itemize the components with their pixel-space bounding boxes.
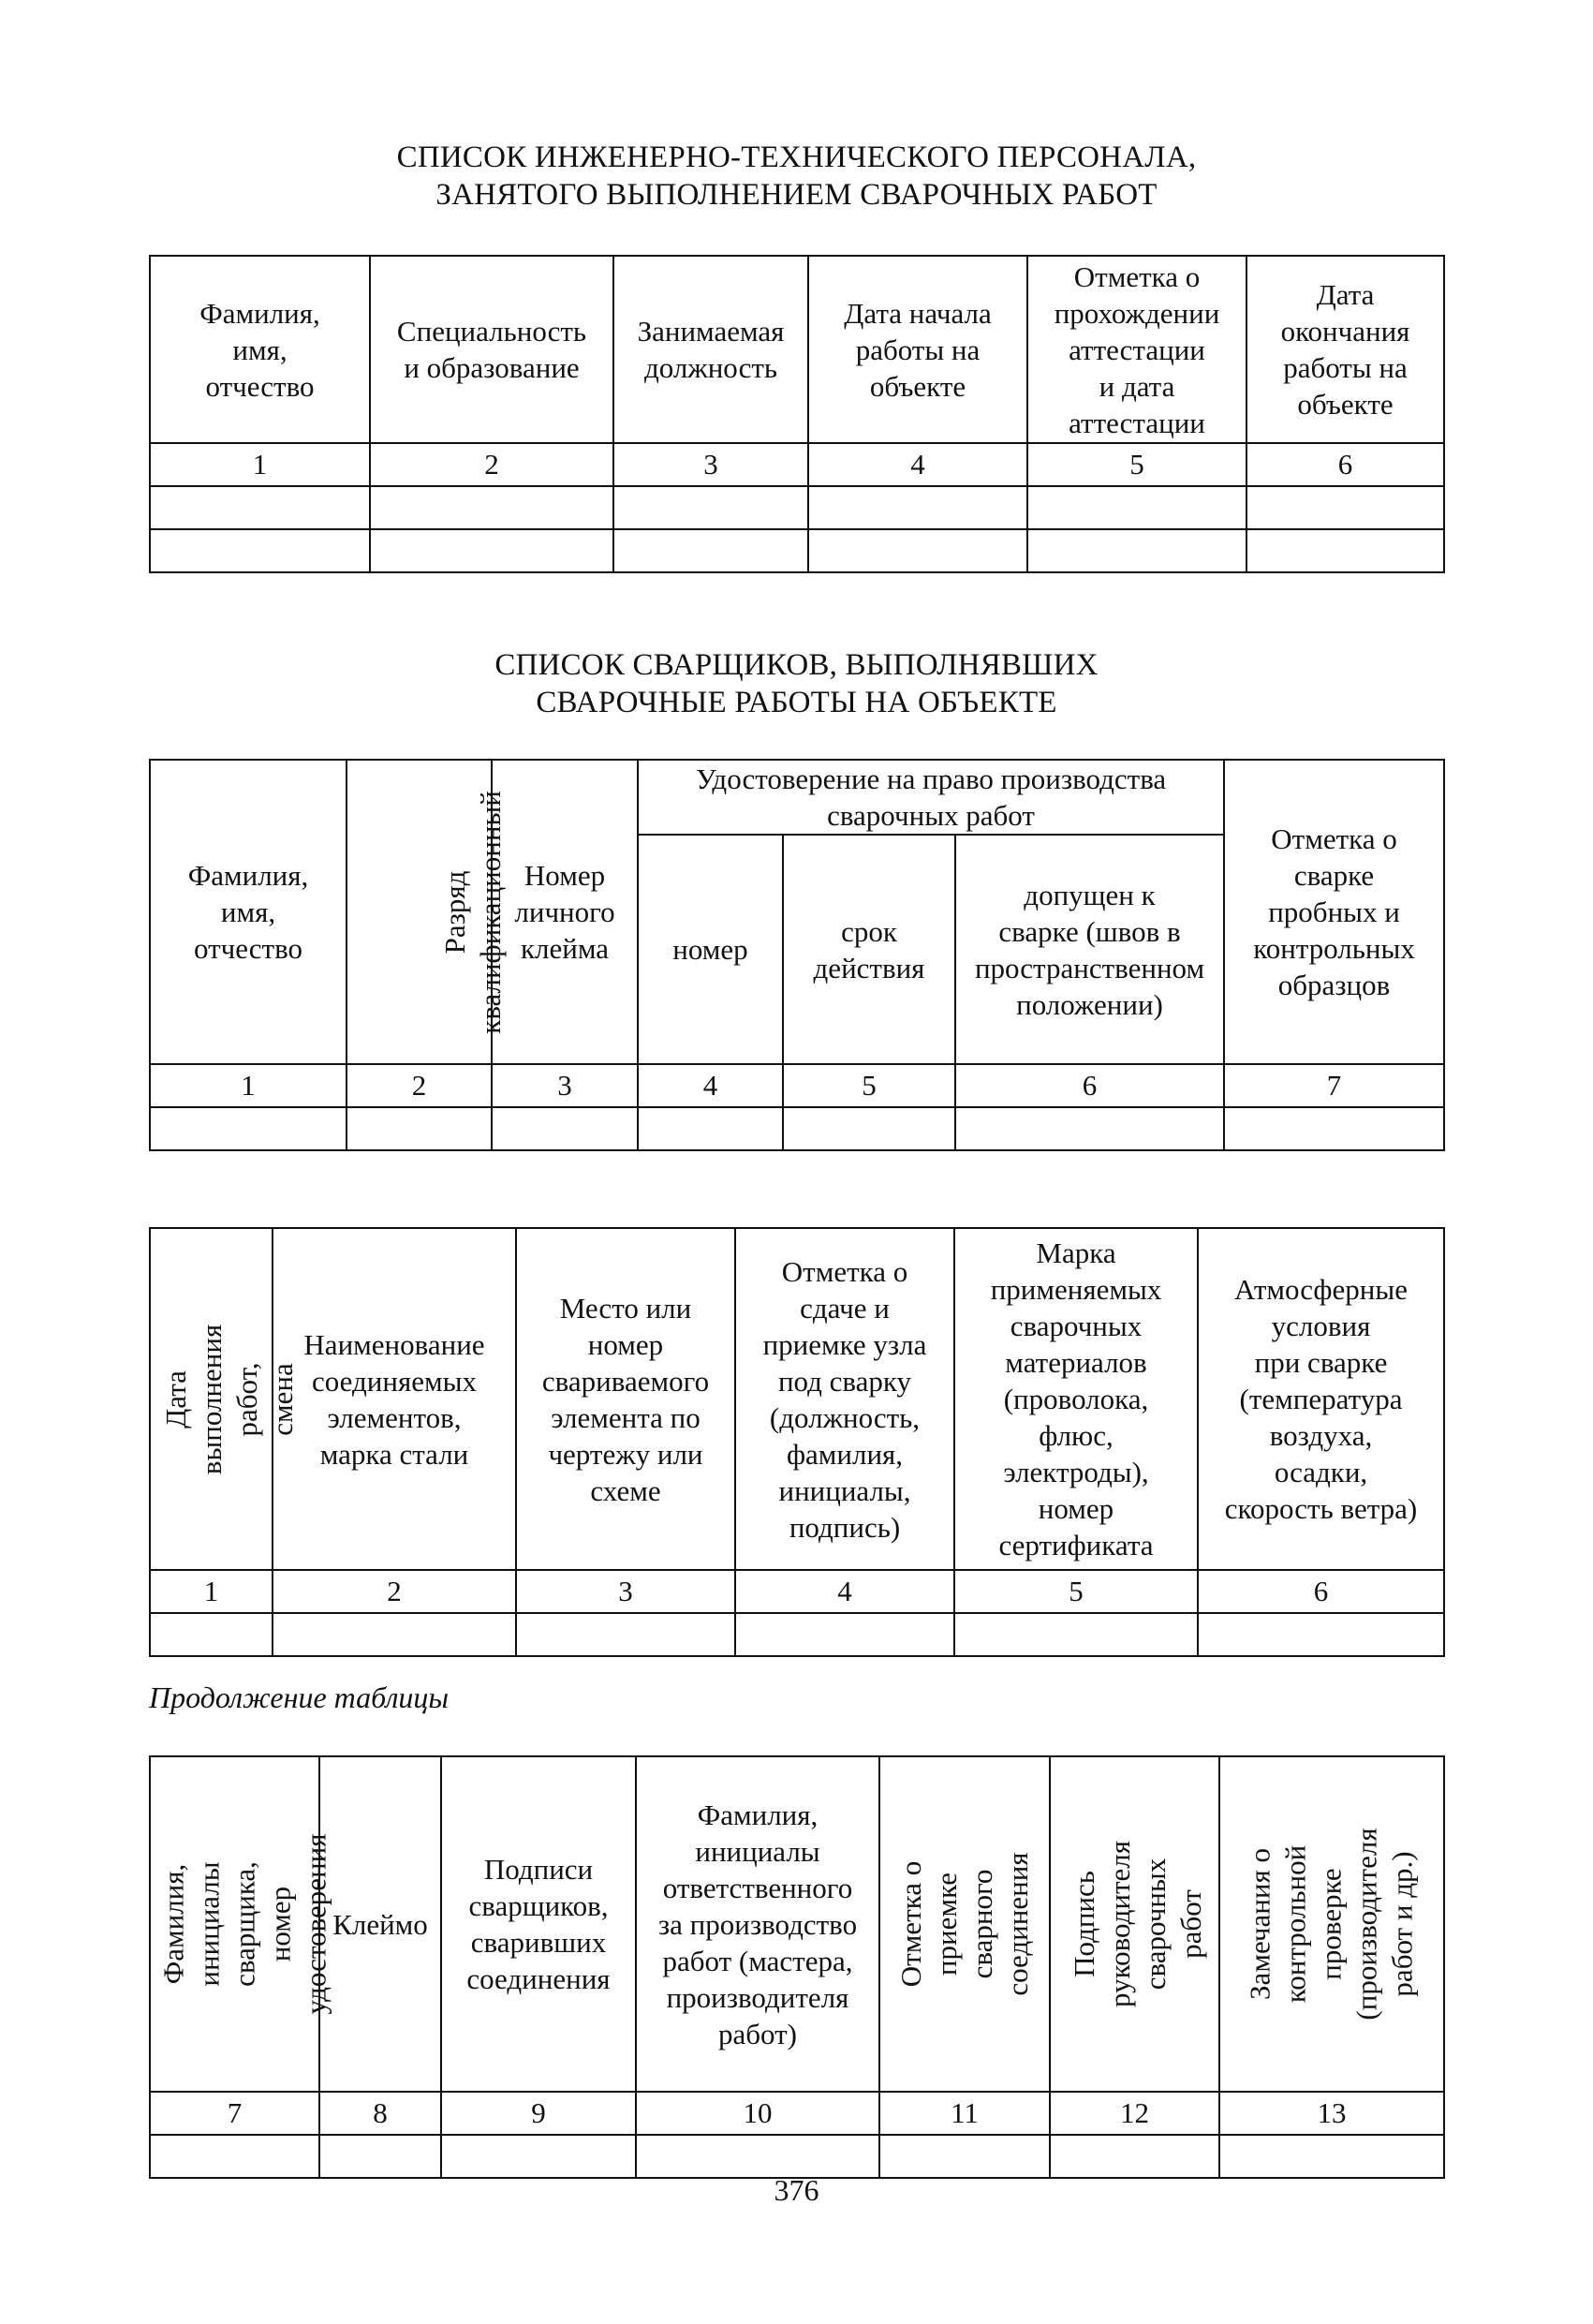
- t2-col-number: 1: [150, 1064, 347, 1107]
- empty-cell: [516, 1613, 735, 1656]
- empty-cell: [808, 486, 1027, 529]
- empty-cell: [1246, 529, 1444, 572]
- t4-header-supervisor-signature-text: Подпись руководителя сварочных работ: [1068, 1840, 1208, 2008]
- table1-number-row: [150, 443, 1444, 486]
- empty-cell: [735, 1613, 954, 1656]
- t3-header-date-text: Дата выполнения работ, смена: [159, 1324, 300, 1474]
- table-row: [150, 1613, 1444, 1656]
- t3-col-number: 6: [1198, 1570, 1444, 1613]
- empty-cell: [613, 529, 808, 572]
- table1-title-line1: СПИСОК ИНЖЕНЕРНО-ТЕХНИЧЕСКОГО ПЕРСОНАЛА,: [396, 141, 1197, 174]
- t4-header-acceptance-text: Отметка о приемке сварного соединения: [894, 1852, 1034, 1996]
- t3-header-weather: Атмосферные условия при сварке (температура воздуха, осадки, скорость ветра): [1198, 1228, 1444, 1570]
- t4-col-number: 8: [319, 2092, 441, 2135]
- t2-header-fio: Фамилия, имя, отчество: [150, 760, 347, 1064]
- empty-cell: [1027, 529, 1246, 572]
- t4-col-number: 10: [636, 2092, 879, 2135]
- table1-title-line2: ЗАНЯТОГО ВЫПОЛНЕНИЕМ СВАРОЧНЫХ РАБОТ: [435, 178, 1158, 212]
- continuation-label: Продолжение таблицы: [149, 1680, 450, 1714]
- table-row: [150, 1107, 1444, 1150]
- table4-header-row: [150, 1756, 1444, 2092]
- t1-col-number: 1: [150, 443, 370, 486]
- t4-header-remarks-text: Замечания о контрольной проверке (производителя работ и др.): [1244, 1828, 1419, 2021]
- welding-log-continuation-table: [149, 1755, 1445, 2179]
- t2-header-admitted: допущен к сварке (швов в пространственном положении): [955, 835, 1224, 1064]
- t3-col-number: 1: [150, 1570, 273, 1613]
- t4-header-welder-text: Фамилия, инициалы сварщика, номер удостоверения: [156, 1833, 332, 2015]
- t3-header-date: [150, 1228, 300, 1570]
- t2-header-sample-mark: Отметка о сварке пробных и контрольных образцов: [1224, 760, 1444, 1064]
- page-number: 376: [774, 2173, 819, 2207]
- t4-header-welder: [150, 1756, 332, 2092]
- t1-header-position: Занимаемая должность: [613, 256, 808, 443]
- table3-number-row: [150, 1570, 1444, 1613]
- empty-cell: [613, 486, 808, 529]
- empty-cell: [150, 1613, 273, 1656]
- t2-header-qualification: [347, 760, 507, 1064]
- t1-col-number: 4: [808, 443, 1027, 486]
- empty-cell: [370, 529, 613, 572]
- empty-cell: [783, 1107, 955, 1150]
- t2-header-certificate-group: Удостоверение на право производства сварочных работ: [638, 760, 1224, 835]
- empty-cell: [273, 1613, 516, 1656]
- t1-header-start-date: Дата начала работы на объекте: [808, 256, 1027, 443]
- t4-col-number: 11: [879, 2092, 1050, 2135]
- t1-col-number: 6: [1246, 443, 1444, 486]
- t2-col-number: 5: [783, 1064, 955, 1107]
- welding-log-table: [149, 1227, 1445, 1657]
- empty-cell: [370, 486, 613, 529]
- empty-cell: [808, 529, 1027, 572]
- t4-col-number: 12: [1050, 2092, 1219, 2135]
- table1-header-row: [150, 256, 1444, 443]
- t4-header-supervisor-signature: [1050, 1756, 1219, 2092]
- empty-cell: [150, 529, 370, 572]
- t3-header-handover: Отметка о сдаче и приемке узла под сварку (должность, фамилия, инициалы, подпись): [735, 1228, 954, 1570]
- table-row: [150, 486, 1444, 529]
- t2-col-number: 3: [492, 1064, 638, 1107]
- table-row: [150, 529, 1444, 572]
- t3-col-number: 4: [735, 1570, 954, 1613]
- t1-header-attestation: Отметка о прохождении аттестации и дата аттестации: [1027, 256, 1246, 443]
- engineering-staff-table: [149, 255, 1445, 573]
- t4-header-responsible: Фамилия, инициалы ответственного за производство работ (мастера, производителя работ): [636, 1756, 879, 2092]
- empty-cell: [492, 1107, 638, 1150]
- table3-header-row: [150, 1228, 1444, 1570]
- empty-cell: [955, 1107, 1224, 1150]
- empty-cell: [150, 1107, 347, 1150]
- t4-header-stamp: Клеймо: [319, 1756, 441, 2092]
- t4-header-remarks: [1219, 1756, 1444, 2092]
- t2-header-qualification-text: Разряд квалификационный: [437, 790, 507, 1034]
- empty-cell: [638, 1107, 783, 1150]
- t2-col-number: 2: [347, 1064, 492, 1107]
- t4-header-signatures: Подписи сварщиков, сваривших соединения: [441, 1756, 636, 2092]
- t4-col-number: 13: [1219, 2092, 1444, 2135]
- t2-col-number: 4: [638, 1064, 783, 1107]
- empty-cell: [1224, 1107, 1444, 1150]
- t4-col-number: 7: [150, 2092, 319, 2135]
- t3-header-materials: Марка применяемых сварочных материалов (проволока, флюс, электроды), номер сертификата: [954, 1228, 1198, 1570]
- t3-col-number: 2: [273, 1570, 516, 1613]
- welders-table: [149, 759, 1445, 1151]
- t3-header-elements: Наименование соединяемых элементов, марка стали: [273, 1228, 516, 1570]
- t1-col-number: 2: [370, 443, 613, 486]
- t4-header-acceptance: [879, 1756, 1050, 2092]
- table2-title-line2: СВАРОЧНЫЕ РАБОТЫ НА ОБЪЕКТЕ: [536, 686, 1057, 719]
- t3-col-number: 3: [516, 1570, 735, 1613]
- t2-header-number: номер: [638, 835, 783, 1064]
- empty-cell: [1027, 486, 1246, 529]
- t3-header-location: Место или номер свариваемого элемента по чертежу или схеме: [516, 1228, 735, 1570]
- t1-header-specialty: Специальность и образование: [370, 256, 613, 443]
- empty-cell: [954, 1613, 1198, 1656]
- t3-col-number: 5: [954, 1570, 1198, 1613]
- empty-cell: [1246, 486, 1444, 529]
- t1-header-end-date: Дата окончания работы на объекте: [1246, 256, 1444, 443]
- t1-col-number: 5: [1027, 443, 1246, 486]
- empty-cell: [347, 1107, 492, 1150]
- table4-number-row: [150, 2092, 1444, 2135]
- table2-header-row: [150, 760, 1444, 835]
- empty-cell: [150, 486, 370, 529]
- t1-header-fio: Фамилия, имя, отчество: [150, 256, 370, 443]
- t1-col-number: 3: [613, 443, 808, 486]
- t2-col-number: 6: [955, 1064, 1224, 1107]
- empty-cell: [1198, 1613, 1444, 1656]
- table2-number-row: [150, 1064, 1444, 1107]
- t2-col-number: 7: [1224, 1064, 1444, 1107]
- t2-header-stamp-number: Номер личного клейма: [492, 760, 638, 1064]
- t2-header-validity: срок действия: [783, 835, 955, 1064]
- t4-col-number: 9: [441, 2092, 636, 2135]
- table2-title-line1: СПИСОК СВАРЩИКОВ, ВЫПОЛНЯВШИХ: [494, 648, 1099, 682]
